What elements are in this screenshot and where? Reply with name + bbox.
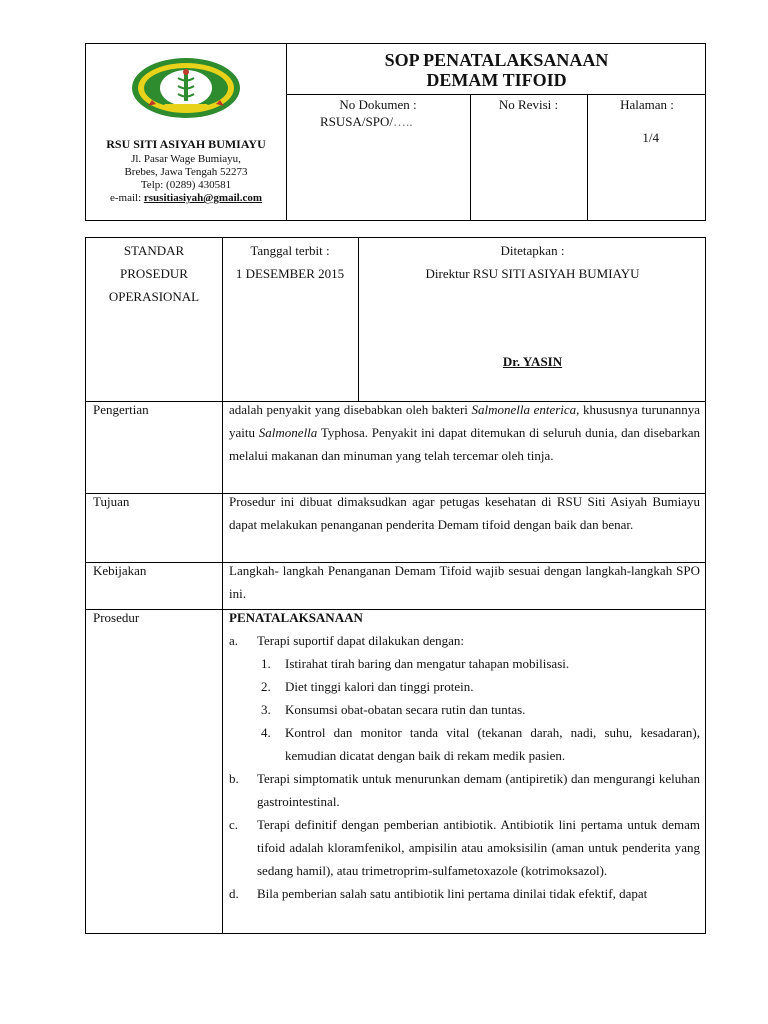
title-line: SOP PENATALAKSANAAN	[384, 50, 609, 70]
species-name: Salmonella	[258, 425, 318, 440]
document-number	[286, 96, 470, 130]
procedure-item-a	[229, 629, 700, 652]
table-divider	[222, 238, 223, 933]
section-text-kebijakan: Langkah- langkah Penanganan Demam Tifoid wajib sesuai dengan langkah-langkah SPO ini.	[229, 563, 700, 601]
sop-label-line: OPERASIONAL	[108, 289, 200, 304]
title-line: DEMAM TIFOID	[426, 70, 567, 90]
procedure-item-c	[229, 813, 700, 882]
issue-date	[222, 239, 358, 285]
species-name: Salmonella enterica	[471, 402, 577, 417]
sop-label-line: PROSEDUR	[120, 266, 188, 281]
page-label: Halaman :	[620, 97, 674, 112]
approval-authority: Direktur RSU SITI ASIYAH BUMIAYU	[425, 266, 640, 281]
text-segment: , khususnya turunannya yaitu	[229, 402, 700, 440]
phone-number: Telp: (0289) 430581	[140, 179, 232, 191]
sop-label-line: STANDAR	[123, 243, 185, 258]
list-item	[229, 675, 700, 698]
list-marker: a.	[229, 633, 239, 648]
section-label-pengertian: Pengertian	[93, 402, 149, 417]
document-header	[85, 43, 706, 221]
section-text-prosedur	[229, 606, 700, 905]
document-number-label: No Dokumen :	[339, 97, 417, 112]
list-marker: 4.	[261, 725, 271, 740]
sop-label	[86, 239, 222, 308]
page-value: 1/4	[642, 130, 659, 145]
issue-date-label: Tanggal terbit :	[250, 243, 330, 258]
page-info	[587, 96, 707, 146]
list-item-text: Terapi suportif dapat dilakukan dengan:	[257, 633, 465, 648]
address-line: Brebes, Jawa Tengah 52273	[124, 166, 248, 178]
section-label-prosedur: Prosedur	[93, 610, 140, 625]
document-number-value: RSUSA/SPO/	[320, 114, 393, 129]
list-item	[229, 721, 700, 767]
revision-label: No Revisi :	[498, 97, 559, 112]
list-marker: 2.	[261, 679, 271, 694]
procedure-heading: PENATALAKSANAAN	[229, 610, 363, 625]
list-item-text: Kontrol dan monitor tanda vital (tekanan darah, nadi, suhu, kesadaran), kemudian dicatat dengan baik di rekam medik pasien.	[285, 725, 700, 763]
document-number-value-row	[286, 113, 470, 130]
section-label-kebijakan: Kebijakan	[93, 563, 147, 578]
list-item-text: Istirahat tirah baring dan mengatur tahapan mobilisasi.	[285, 656, 570, 671]
section-text-pengertian	[229, 398, 700, 467]
organization-info	[86, 138, 286, 205]
list-marker: b.	[229, 771, 239, 786]
text-segment: Typhosa. Penyakit ini dapat ditemukan di seluruh dunia, dan disebarkan melalui makanan dan minuman yang telah tercemar oleh tinja.	[229, 425, 700, 463]
sop-table	[85, 237, 706, 934]
hospital-logo	[130, 56, 242, 120]
organization-name: RSU SITI ASIYAH BUMIAYU	[106, 137, 266, 151]
list-marker: d.	[229, 886, 239, 901]
list-marker: c.	[229, 817, 239, 832]
header-divider	[286, 94, 705, 95]
list-item	[229, 698, 700, 721]
text-segment: adalah penyakit yang disebabkan oleh bakteri	[229, 402, 472, 417]
email-link[interactable]: rsusitiasiyah@gmail.com	[143, 192, 262, 204]
section-label-tujuan: Tujuan	[93, 494, 130, 509]
list-item-text: Diet tinggi kalori dan tinggi protein.	[285, 679, 474, 694]
email-row	[86, 192, 286, 205]
list-item-text: Terapi simptomatik untuk menurunkan demam (antipiretik) dan mengurangi keluhan gastrointestinal.	[257, 771, 700, 809]
signatory-name: Dr. YASIN	[502, 354, 563, 369]
list-item	[229, 652, 700, 675]
document-title	[286, 50, 707, 90]
list-item-text: Terapi definitif dengan pemberian antibiotik. Antibiotik lini pertama untuk demam tifoid adalah kloramfenikol, ampisilin atau amoksisilin (aman untuk penderita yang sedang hamil), atau trimetroprim-sulfametoxazole (kotrimoksazol).	[257, 817, 700, 878]
list-item-text: Konsumsi obat-obatan secara rutin dan tuntas.	[285, 702, 526, 717]
email-label: e-mail:	[109, 192, 142, 204]
procedure-item-d	[229, 882, 700, 905]
revision-number	[470, 96, 587, 113]
issue-date-value: 1 DESEMBER 2015	[235, 266, 345, 281]
procedure-item-b	[229, 767, 700, 813]
address-line: Jl. Pasar Wage Bumiayu,	[131, 153, 241, 165]
list-item-text: Bila pemberian salah satu antibiotik lini pertama dinilai tidak efektif, dapat	[257, 886, 648, 901]
section-text-tujuan: Prosedur ini dibuat dimaksudkan agar petugas kesehatan di RSU Siti Asiyah Bumiayu dapat melakukan penanganan penderita Demam tifoid dengan baik dan benar.	[229, 494, 700, 532]
approval-label: Ditetapkan :	[500, 243, 565, 258]
list-marker: 3.	[261, 702, 271, 717]
document-number-dots: …..	[392, 114, 413, 129]
approval	[358, 239, 707, 285]
list-marker: 1.	[261, 656, 271, 671]
